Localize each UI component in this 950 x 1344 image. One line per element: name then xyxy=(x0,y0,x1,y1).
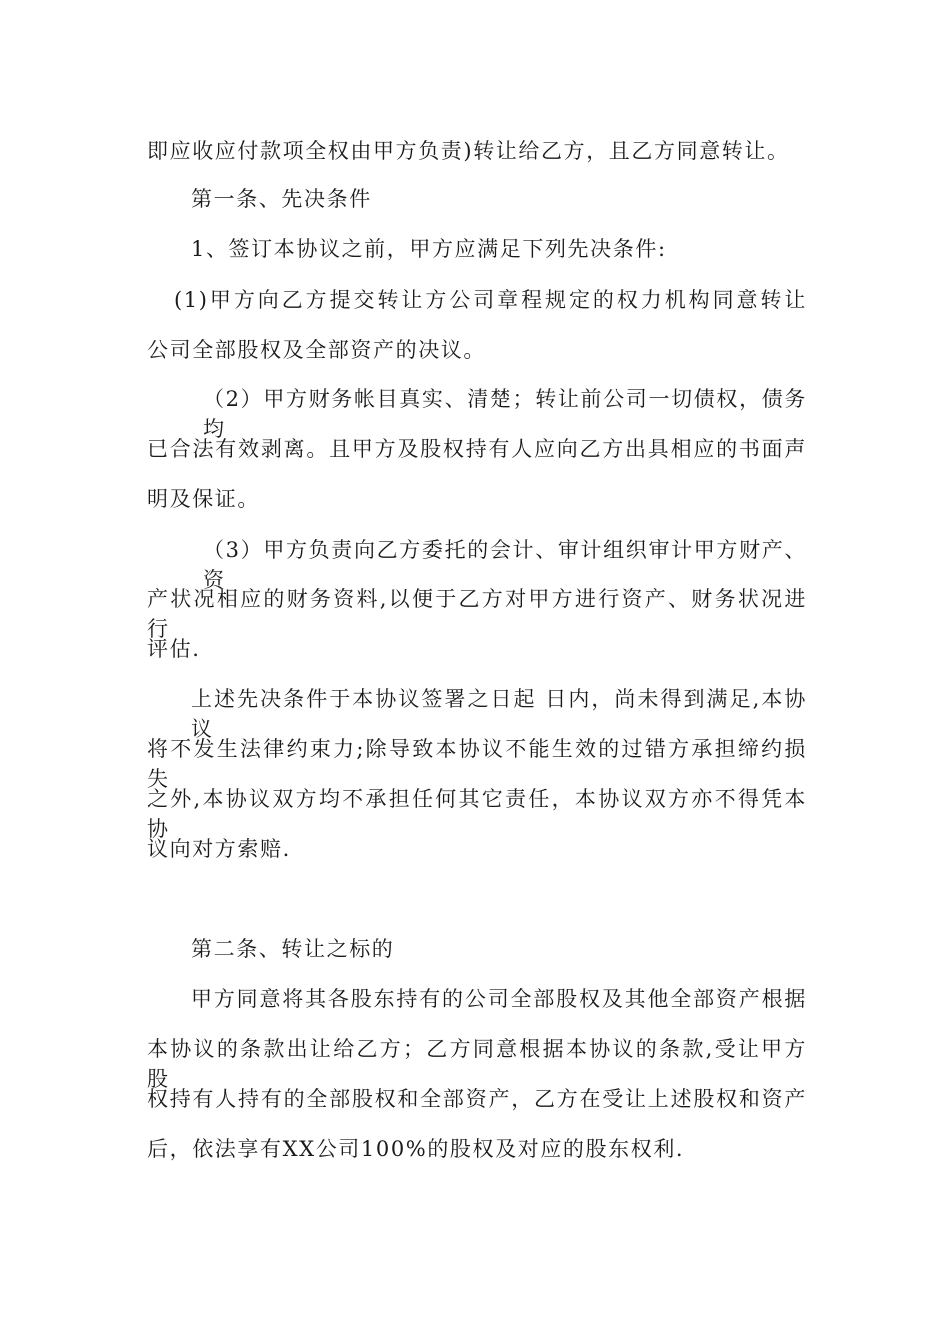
article-2-line-1: 甲方同意将其各股东持有的公司全部股权及其他全部资产根据 xyxy=(191,987,807,1011)
paragraph-consequence-line-4: 议向对方索赔. xyxy=(147,837,291,861)
condition-1-line-2: 公司全部股权及全部资产的决议。 xyxy=(147,338,486,362)
condition-2-line-1: （2）甲方财务帐目真实、清楚；转让前公司一切债权，债务均 xyxy=(203,387,807,441)
article-2-line-4: 后，依法享有XX公司100%的股权及对应的股东权利. xyxy=(147,1137,685,1161)
text-line-1: 即应收应付款项全权由甲方负责)转让给乙方，且乙方同意转让。 xyxy=(147,139,790,163)
condition-2-line-2: 已合法有效剥离。且甲方及股权持有人应向乙方出具相应的书面声 xyxy=(147,437,807,461)
condition-3-line-1: （3）甲方负责向乙方委托的会计、审计组织审计甲方财产、资 xyxy=(203,538,807,592)
paragraph-consequence-line-2: 将不发生法律约束力;除导致本协议不能生效的过错方承担缔约损失 xyxy=(147,737,807,791)
article-1-heading: 第一条、先决条件 xyxy=(191,187,372,211)
article-2-line-2: 本协议的条款出让给乙方；乙方同意根据本协议的条款,受让甲方股 xyxy=(147,1037,807,1091)
paragraph-consequence-line-3: 之外,本协议双方均不承担任何其它责任，本协议双方亦不得凭本协 xyxy=(147,787,807,841)
condition-3-line-3: 评估. xyxy=(147,637,201,661)
article-2-line-3: 权持有人持有的全部股权和全部资产，乙方在受让上述股权和资产 xyxy=(147,1087,807,1111)
article-2-heading: 第二条、转让之标的 xyxy=(191,937,395,961)
condition-2-line-3: 明及保证。 xyxy=(147,487,260,511)
clause-1-text: 1、签订本协议之前，甲方应满足下列先决条件: xyxy=(191,237,667,261)
paragraph-consequence-line-1: 上述先决条件于本协议签署之日起 日内，尚未得到满足,本协议 xyxy=(191,687,807,741)
condition-1-line-1: (1)甲方向乙方提交转让方公司章程规定的权力机构同意转让 xyxy=(174,288,807,312)
condition-3-line-2: 产状况相应的财务资料,以便于乙方对甲方进行资产、财务状况进行 xyxy=(147,587,807,641)
